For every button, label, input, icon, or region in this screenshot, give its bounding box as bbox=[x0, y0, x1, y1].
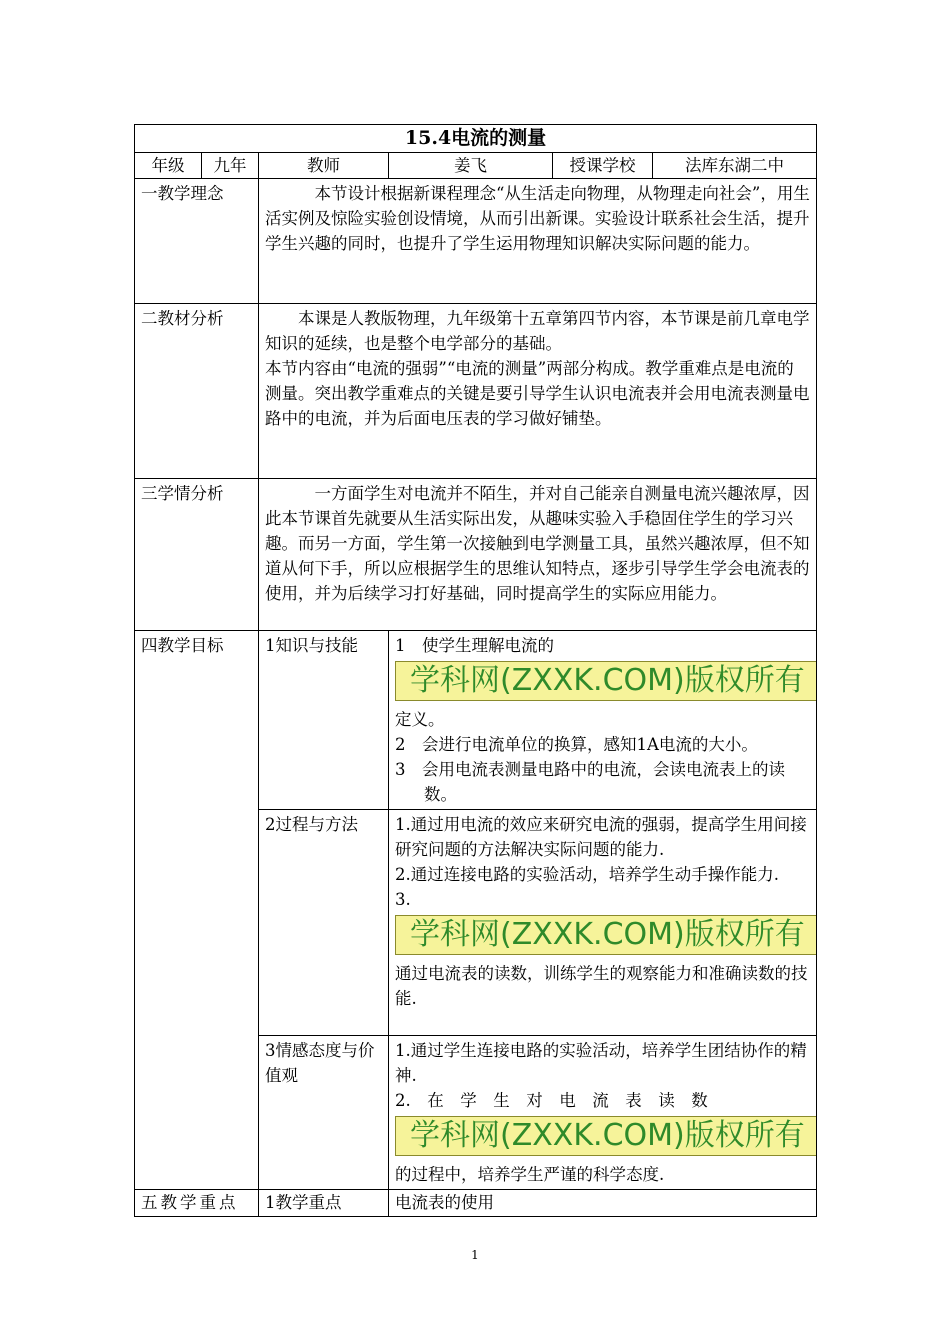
concept-paragraph: 本节设计根据新课程理念“从生活走向物理，从物理走向社会”，用生活实例及惊险实验创设情境，从而引出新课。实验设计联系社会生活，提升学生兴趣的同时，也提升了学生运用物理知识解决实际问题的能力。 bbox=[265, 184, 810, 253]
goals-label: 四教学目标 bbox=[135, 631, 259, 1190]
process-item-3a: 3. bbox=[395, 890, 411, 909]
process-item-2: 2.通过连接电路的实验活动，培养学生动手操作能力. bbox=[395, 865, 779, 884]
process-label: 2过程与方法 bbox=[259, 810, 389, 1036]
knowledge-item-3: 3 会用电流表测量电路中的电流，会读电流表上的读数。 bbox=[395, 760, 785, 804]
knowledge-item-2: 2 会进行电流单位的换算，感知1A电流的大小。 bbox=[395, 735, 758, 754]
concept-row bbox=[135, 179, 817, 304]
school-label: 授课学校 bbox=[553, 153, 653, 179]
process-text bbox=[389, 810, 817, 1036]
watermark-banner: 学科网(ZXXK.COM)版权所有 bbox=[395, 915, 817, 955]
material-row bbox=[135, 304, 817, 479]
students-label: 三学情分析 bbox=[135, 479, 259, 631]
material-label: 二教材分析 bbox=[135, 304, 259, 479]
teacher-label: 教师 bbox=[259, 153, 389, 179]
goals-knowledge-row bbox=[135, 631, 817, 810]
header-row bbox=[135, 153, 817, 179]
knowledge-item-1a: 1 使学生理解电流的 bbox=[395, 636, 554, 655]
emotion-label: 3情感态度与价值观 bbox=[259, 1036, 389, 1190]
school-value: 法库东湖二中 bbox=[653, 153, 817, 179]
grade-label: 年级 bbox=[135, 153, 202, 179]
students-paragraph: 一方面学生对电流并不陌生，并对自己能亲自测量电流兴趣浓厚，因此本节课首先就要从生活实际出发，从趣味实验入手稳固住学生的学习兴趣。而另一方面，学生第一次接触到电学测量工具，虽然兴趣浓厚，但不知道从何下手，所以应根据学生的思维认知特点，逐步引导学生学会电流表的使用，并为后续学习打好基础，同时提高学生的实际应用能力。 bbox=[265, 484, 810, 603]
students-text bbox=[259, 479, 817, 631]
watermark-banner: 学科网(ZXXK.COM)版权所有 bbox=[395, 1116, 817, 1156]
teacher-value: 姜飞 bbox=[389, 153, 553, 179]
knowledge-text bbox=[389, 631, 817, 810]
watermark-banner: 学科网(ZXXK.COM)版权所有 bbox=[395, 661, 817, 701]
knowledge-item-1b: 定义。 bbox=[395, 710, 445, 729]
keypoints-label: 五教学重点 bbox=[135, 1190, 259, 1217]
emotion-item-1: 1.通过学生连接电路的实验活动，培养学生团结协作的精神. bbox=[395, 1041, 807, 1085]
process-item-3b: 通过电流表的读数，训练学生的观察能力和准确读数的技能. bbox=[395, 964, 808, 1008]
keypoints-row bbox=[135, 1190, 817, 1217]
concept-text bbox=[259, 179, 817, 304]
emotion-item-2a: 2. 在 学 生 对 电 流 表 读 数 bbox=[395, 1091, 708, 1110]
material-paragraph-2: 本节内容由“电流的强弱”“电流的测量”两部分构成。教学重难点是电流的测量。突出教学重难点的关键是要引导学生认识电流表并会用电流表测量电路中的电流，并为后面电压表的学习做好铺垫。 bbox=[265, 359, 810, 428]
lesson-plan-table bbox=[134, 124, 817, 1217]
keypoints-text: 电流表的使用 bbox=[389, 1190, 817, 1217]
material-paragraph-1: 本课是人教版物理，九年级第十五章第四节内容，本节课是前几章电学知识的延续，也是整个电学部分的基础。 bbox=[265, 309, 810, 353]
grade-value: 九年 bbox=[202, 153, 259, 179]
emotion-text bbox=[389, 1036, 817, 1190]
knowledge-label: 1知识与技能 bbox=[259, 631, 389, 810]
concept-label: 一教学理念 bbox=[135, 179, 259, 304]
emotion-item-2b: 的过程中，培养学生严谨的科学态度. bbox=[395, 1165, 665, 1184]
page-number: 1 bbox=[471, 1248, 479, 1262]
title-row bbox=[135, 125, 817, 153]
keypoints-sub-label: 1教学重点 bbox=[259, 1190, 389, 1217]
material-text bbox=[259, 304, 817, 479]
document-title: 15.4电流的测量 bbox=[135, 125, 817, 153]
process-item-1: 1.通过用电流的效应来研究电流的强弱，提高学生用间接研究问题的方法解决实际问题的能力. bbox=[395, 815, 807, 859]
students-row bbox=[135, 479, 817, 631]
